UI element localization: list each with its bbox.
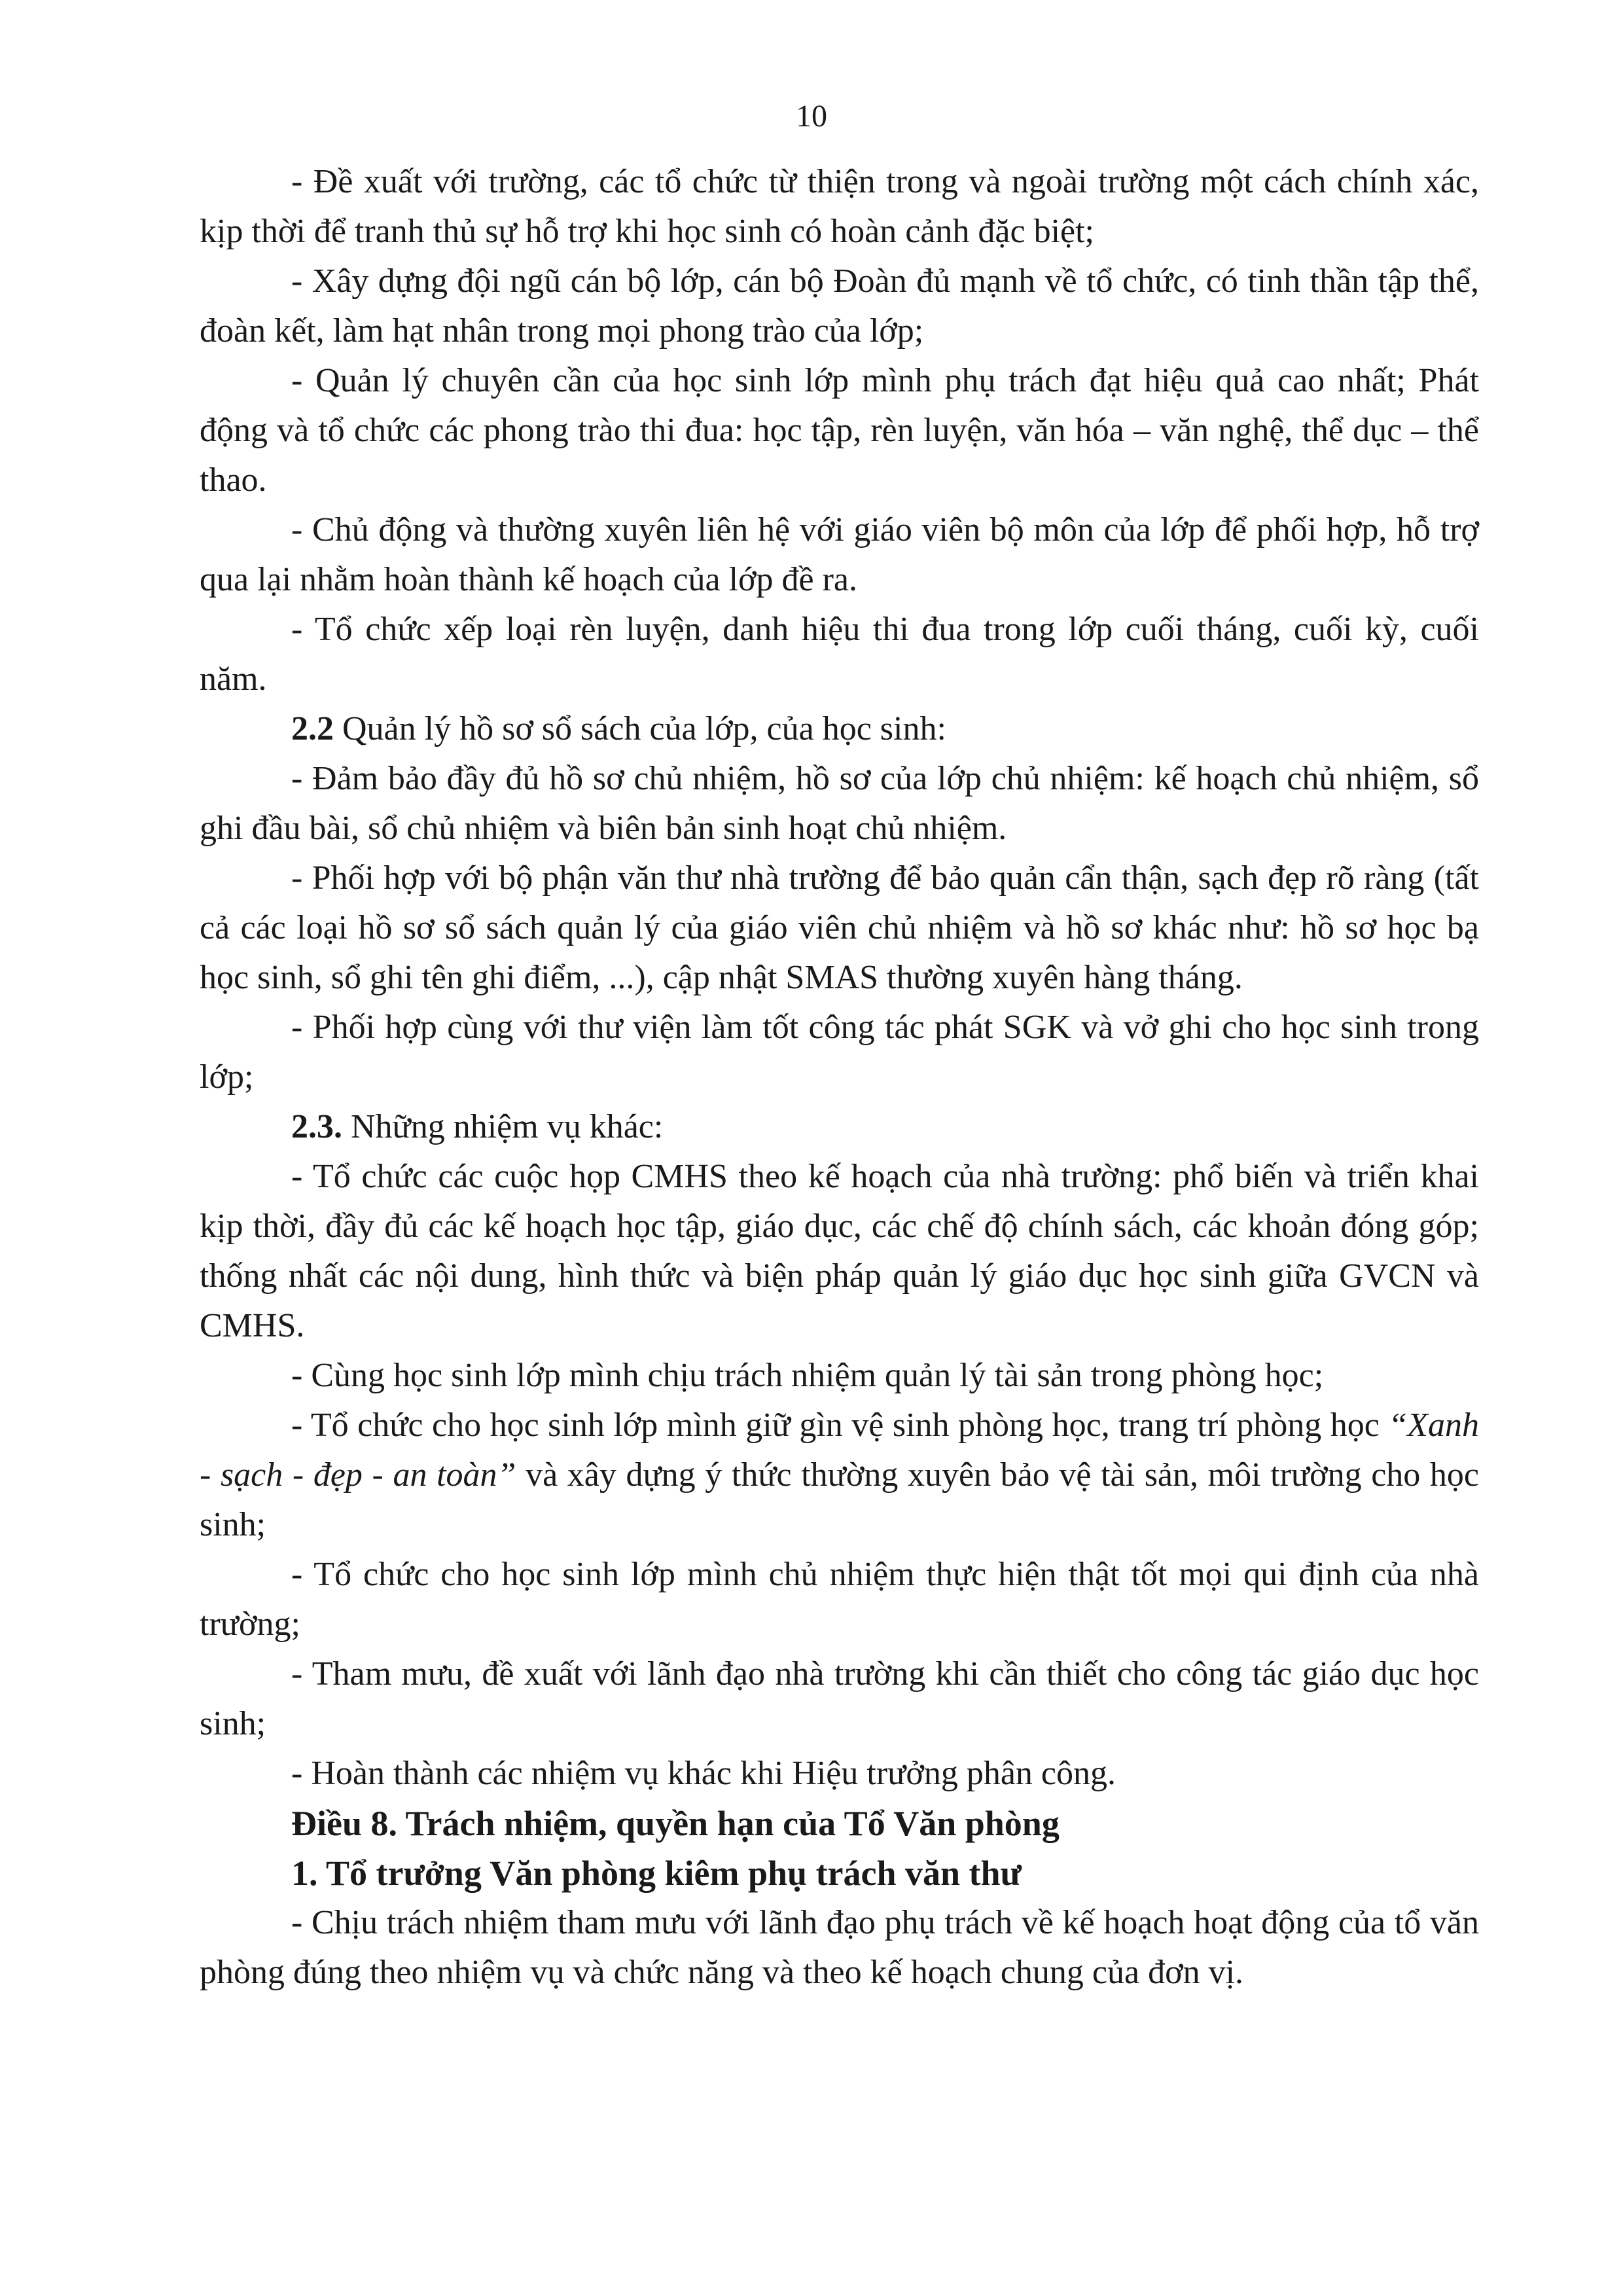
paragraph: - Quản lý chuyên cần của học sinh lớp mình phụ trách đạt hiệu quả cao nhất; Phát động và tổ chức các phong trào thi đua: học tập, rèn luyện, văn hóa – văn nghệ, thể dục – thể thao. (200, 362, 1479, 499)
paragraph: - Phối hợp với bộ phận văn thư nhà trường để bảo quản cẩn thận, sạch đẹp rõ ràng (tất cả các loại hồ sơ sổ sách quản lý của giáo viên chủ nhiệm và hồ sơ khác như: hồ sơ học bạ học sinh, sổ ghi tên ghi điểm, ...), cập nhật SMAS thường xuyên hàng tháng. (200, 859, 1479, 996)
article-heading: Điều 8. Trách nhiệm, quyền hạn của Tổ Văn phòng (291, 1804, 1060, 1843)
paragraph: - Xây dựng đội ngũ cán bộ lớp, cán bộ Đoàn đủ mạnh về tổ chức, có tinh thần tập thể, đoàn kết, làm hạt nhân trong mọi phong trào của lớp; (200, 262, 1479, 350)
page-number: 10 (796, 99, 827, 134)
section-heading-2-3 (200, 1102, 1479, 1152)
paragraph: - Phối hợp cùng với thư viện làm tốt công tác phát SGK và vở ghi cho học sinh trong lớp; (200, 1009, 1479, 1096)
section-number: 2.3. (291, 1108, 342, 1145)
paragraph (200, 1401, 1479, 1550)
paragraph: - Chủ động và thường xuyên liên hệ với giáo viên bộ môn của lớp để phối hợp, hỗ trợ qua lại nhằm hoàn thành kế hoạch của lớp đề ra. (200, 511, 1479, 598)
paragraph: - Tổ chức cho học sinh lớp mình chủ nhiệm thực hiện thật tốt mọi qui định của nhà trường; (200, 1556, 1479, 1643)
paragraph: - Đề xuất với trường, các tổ chức từ thiện trong và ngoài trường một cách chính xác, kịp thời để tranh thủ sự hỗ trợ khi học sinh có hoàn cảnh đặc biệt; (200, 163, 1479, 250)
subsection-heading: 1. Tổ trưởng Văn phòng kiêm phụ trách văn thư (291, 1854, 1022, 1893)
section-heading-2-2 (200, 704, 1479, 754)
paragraph: - Tổ chức xếp loại rèn luyện, danh hiệu thi đua trong lớp cuối tháng, cuối kỳ, cuối năm. (200, 611, 1479, 698)
paragraph: - Hoàn thành các nhiệm vụ khác khi Hiệu trưởng phân công. (291, 1755, 1116, 1792)
slogan-text: “Xanh - sạch - đẹp - an toàn” (200, 1407, 1479, 1494)
paragraph: - Tham mưu, đề xuất với lãnh đạo nhà trường khi cần thiết cho công tác giáo dục học sinh; (200, 1655, 1479, 1742)
section-number: 2.2 (291, 710, 334, 747)
paragraph: - Đảm bảo đầy đủ hồ sơ chủ nhiệm, hồ sơ của lớp chủ nhiệm: kế hoạch chủ nhiệm, sổ ghi đầu bài, sổ chủ nhiệm và biên bản sinh hoạt chủ nhiệm. (200, 760, 1479, 847)
document-body (200, 157, 1479, 1998)
paragraph: - Tổ chức các cuộc họp CMHS theo kế hoạch của nhà trường: phổ biến và triển khai kịp thời, đầy đủ các kế hoạch học tập, giáo dục, các chế độ chính sách, các khoản đóng góp; thống nhất các nội dung, hình thức và biện pháp quản lý giáo dục học sinh giữa GVCN và CMHS. (200, 1158, 1479, 1344)
paragraph-text: và xây dựng ý thức thường xuyên bảo vệ tài sản, môi trường cho học sinh; (200, 1456, 1479, 1543)
paragraph: - Chịu trách nhiệm tham mưu với lãnh đạo phụ trách về kế hoạch hoạt động của tổ văn phòng đúng theo nhiệm vụ và chức năng và theo kế hoạch chung của đơn vị. (200, 1904, 1479, 1991)
section-title: Quản lý hồ sơ sổ sách của lớp, của học sinh: (334, 710, 946, 747)
paragraph: - Cùng học sinh lớp mình chịu trách nhiệm quản lý tài sản trong phòng học; (291, 1357, 1324, 1394)
paragraph-text: - Tổ chức cho học sinh lớp mình giữ gìn vệ sinh phòng học, trang trí phòng học (291, 1407, 1389, 1444)
section-title: Những nhiệm vụ khác: (342, 1108, 664, 1145)
